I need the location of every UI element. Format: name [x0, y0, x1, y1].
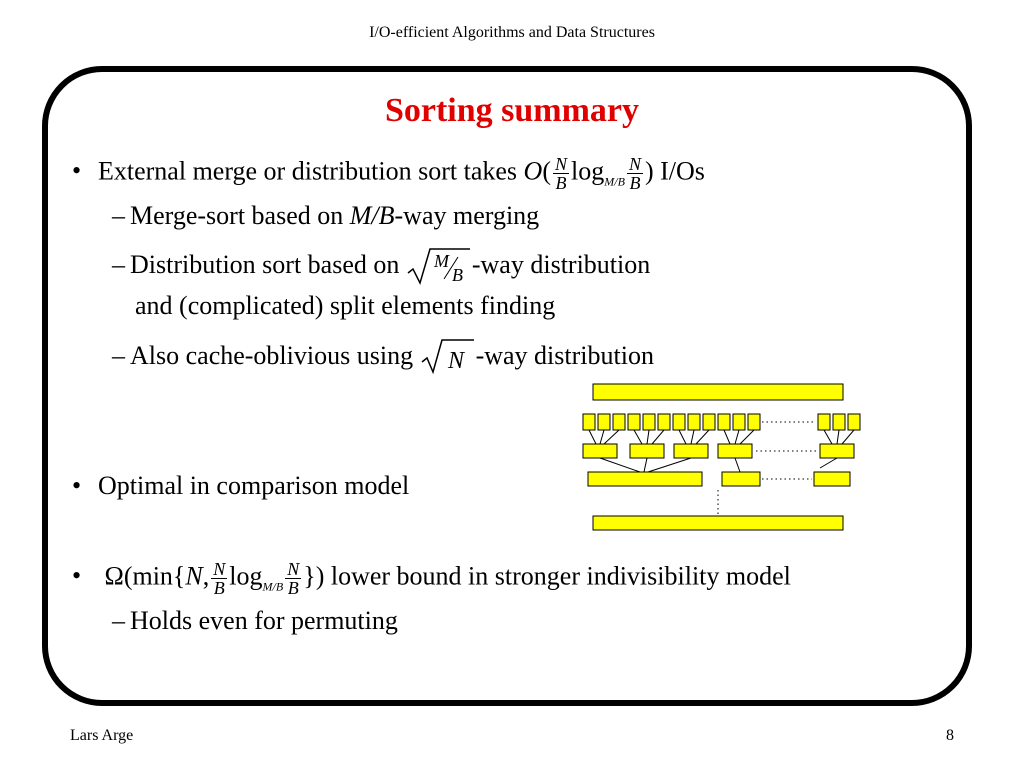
sqrt-n-icon — [420, 336, 476, 376]
lower-bound-formula: Ω(min{N, $\frac{N}{B}$ $\log_{M/B}$ $\frac{N}{B}$ }) — [104, 559, 325, 598]
diagram-medium-boxes — [583, 444, 854, 458]
log-base: M/B — [604, 174, 625, 189]
sub-permuting: – Holds even for permuting — [112, 606, 398, 635]
bullet-external-sort — [72, 155, 705, 192]
diagram-dots — [718, 422, 816, 514]
distribution-diagram — [580, 380, 870, 540]
sqrt-m-over-b-icon — [406, 245, 472, 287]
svg-text:B: B — [451, 265, 463, 285]
slide-title: Sorting summary — [384, 92, 640, 129]
fraction-n-over-b-2: $\frac{N}{B}$ — [628, 154, 641, 193]
diagram-small-boxes — [583, 414, 860, 430]
dash-symbol: – — [112, 201, 125, 230]
sub-merge-sort: – Merge-sort based on M/B-way merging — [112, 201, 540, 230]
sub-distribution-sort: – Distribution sort based on M B -way distribution — [112, 245, 650, 287]
diagram-bottom-bar — [593, 516, 843, 530]
footer-author: Lars Arge — [70, 727, 134, 744]
slide-header: I/O-efficient Algorithms and Data Structures — [369, 24, 655, 41]
diagram-merge-boxes — [588, 472, 850, 486]
footer-page-number: 8 — [946, 727, 954, 744]
big-o: O — [523, 156, 543, 186]
sub-distribution-continued: and (complicated) split elements finding — [135, 291, 556, 320]
log-label: log — [571, 156, 605, 186]
fraction-n-over-b: $\frac{N}{B}$ — [555, 154, 568, 193]
io-formula: O( $\frac{N}{B}$ $\log_{M/B}$ $\frac{N}{B}$ ) — [523, 154, 654, 193]
bullet1-suffix: I/Os — [660, 156, 705, 186]
bullet-lower-bound: • Ω(min{N, $\frac{N}{B}$ $\log_{M/B}$ $\frac{N}{B}$ }) lower bound in stronger indivisibility model — [72, 559, 791, 598]
bullet-optimal: • Optimal in comparison model — [72, 471, 410, 500]
bullet1-text: External merge or distribution sort takes — [98, 156, 518, 186]
m-over-b-emph: M/B — [349, 201, 395, 230]
bullet-symbol: • — [72, 156, 82, 186]
svg-text:N: N — [447, 348, 464, 374]
sub-cache-oblivious: – Also cache-oblivious using N -way distribution — [112, 336, 654, 376]
diagram-top-bar — [593, 384, 843, 400]
svg-text:M: M — [433, 251, 449, 271]
